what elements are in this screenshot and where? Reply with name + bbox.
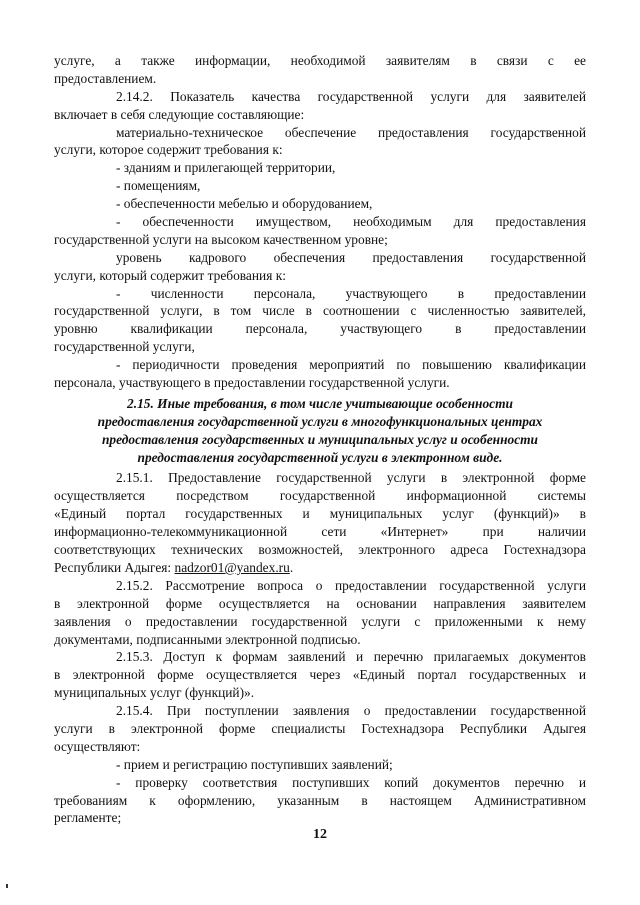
text-line: муниципальных услуг (функций)». (54, 685, 255, 701)
section-heading-line: предоставления государственных и муниципальных услуг и особенности (101, 431, 539, 447)
text-line: документами, подписанными электронной подписью. (54, 631, 361, 647)
text-line: соответствующих технических возможностей, электронного адреса Гостехнадзора (54, 542, 586, 558)
section-heading-line: предоставления государственной услуги в электронном виде. (137, 449, 503, 465)
text-fragment: Республики Адыгея: (54, 559, 175, 575)
text-line: 2.15.2. Рассмотрение вопроса о предоставлении государственной услуги (116, 577, 586, 593)
text-line: «Единый портал государственных и муниципальных услуг (функций)» в (54, 506, 586, 522)
email-link[interactable]: nadzor01@yandex.ru (174, 559, 290, 575)
text-line: 2.15.1. Предоставление государственной услуги в электронной форме (116, 470, 586, 486)
text-line: - проверку соответствия поступивших копий документов перечню и (116, 774, 586, 790)
text-line: - помещениям, (116, 178, 201, 194)
text-line: - прием и регистрацию поступивших заявлений; (116, 756, 393, 772)
text-line: персонала, участвующего в предоставлении государственной услуги. (54, 375, 450, 391)
text-fragment: . (289, 559, 294, 575)
text-line: услуге, а также информации, необходимой заявителям в связи с ее (54, 53, 586, 68)
text-line: осуществляют: (54, 738, 141, 754)
text-line: в электронной форме осуществляется через «Единый портал государственных и (54, 667, 586, 683)
text-line: - численности персонала, участвующего в предоставлении (116, 285, 586, 301)
text-line: 2.15.3. Доступ к формам заявлений и перечню прилагаемых документов (116, 649, 586, 665)
text-line: - обеспеченности имуществом, необходимым для предоставления (116, 214, 586, 230)
text-line: 2.14.2. Показатель качества государственной услуги для заявителей (116, 88, 586, 104)
text-line: заявления о предоставлении государственной услуги с приложенными к нему (54, 613, 586, 629)
text-line: 2.15.4. При поступлении заявления о предоставлении государственной (116, 703, 586, 719)
text-line: услуги в электронной форме специалисты Гостехнадзора Республики Адыгея (54, 720, 586, 736)
text-line: в электронной форме осуществляется на основании направления заявителем (54, 595, 586, 611)
text-line: уровень кадрового обеспечения предоставления государственной (116, 249, 586, 265)
text-line: уровню квалификации персонала, участвующего в предоставлении (54, 321, 586, 337)
text-line: государственной услуги, (54, 339, 195, 355)
text-line: - обеспеченности мебелью и оборудованием, (116, 196, 373, 212)
text-line: услуги, которое содержит требования к: (54, 142, 283, 158)
text-line: государственной услуги, в том числе в соотношении с численностью заявителей, (54, 303, 586, 319)
text-line: предоставлением. (54, 70, 157, 86)
text-line: государственной услуги на высоком качественном уровне; (54, 231, 388, 247)
text-line: - периодичности проведения мероприятий по повышению квалификации (116, 357, 586, 373)
section-heading-line: 2.15. Иные требования, в том числе учитывающие особенности (127, 395, 513, 411)
text-line: услуги, который содержит требования к: (54, 267, 286, 283)
scan-mark (6, 884, 8, 888)
text-line: осуществляется посредством государственной информационной системы (54, 488, 586, 504)
text-line: включает в себя следующие составляющие: (54, 106, 305, 122)
text-line: требованиям к оформлению, указанным в настоящем Административном (54, 792, 586, 808)
text-line: регламенте; (54, 810, 122, 826)
text-line: материально-техническое обеспечение предоставления государственной (116, 124, 586, 140)
page-number: 12 (313, 827, 327, 842)
text-line-with-email (54, 559, 586, 577)
text-line: - зданиям и прилегающей территории, (116, 160, 336, 176)
section-heading-line: предоставления государственной услуги в многофункциональных центрах (97, 413, 543, 429)
text-line: информационно-телекоммуникационной сети «Интернет» при наличии (54, 524, 586, 540)
